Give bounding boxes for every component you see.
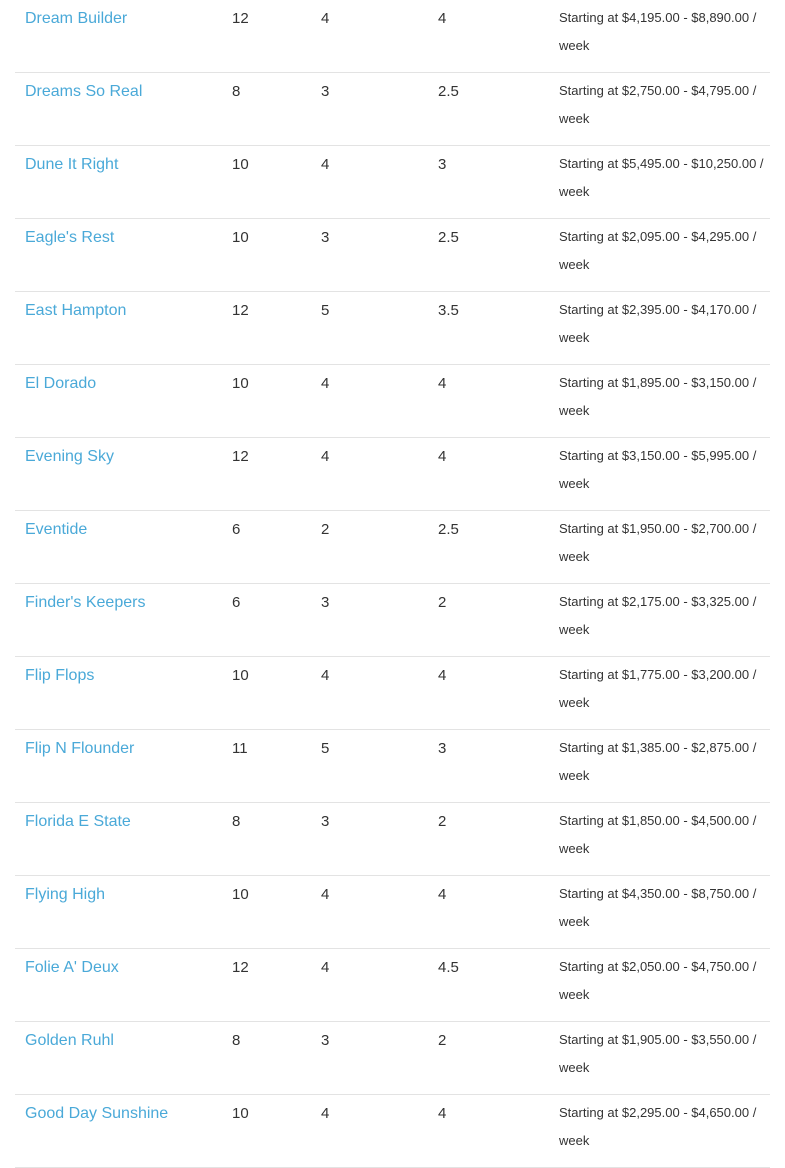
table-row xyxy=(15,949,770,1022)
rental-name-link[interactable]: Dune It Right xyxy=(25,156,119,173)
rate-value: Starting at $1,850.00 - $4,500.00 / week xyxy=(559,813,757,856)
rate-value: Starting at $3,150.00 - $5,995.00 / week xyxy=(559,448,757,491)
rental-name-link[interactable]: Golden Ruhl xyxy=(25,1032,114,1049)
bedrooms-value: 2 xyxy=(321,521,330,538)
table-row xyxy=(15,219,770,292)
sleeps-value: 10 xyxy=(232,156,249,173)
rate-value: Starting at $2,175.00 - $3,325.00 / week xyxy=(559,594,757,637)
rate-value: Starting at $1,775.00 - $3,200.00 / week xyxy=(559,667,757,710)
baths-value: 4 xyxy=(438,448,447,465)
sleeps-value: 12 xyxy=(232,10,249,27)
bedrooms-value: 3 xyxy=(321,594,330,611)
bedrooms-value: 4 xyxy=(321,10,330,27)
sleeps-value: 8 xyxy=(232,83,241,100)
table-row xyxy=(15,584,770,657)
sleeps-value: 12 xyxy=(232,448,249,465)
baths-value: 2.5 xyxy=(438,229,459,246)
rental-name-link[interactable]: Eventide xyxy=(25,521,88,538)
rental-name-link[interactable]: Flip Flops xyxy=(25,667,95,684)
rate-value: Starting at $5,495.00 - $10,250.00 / week xyxy=(559,156,764,199)
rate-value: Starting at $4,350.00 - $8,750.00 / week xyxy=(559,886,757,929)
bedrooms-value: 4 xyxy=(321,1105,330,1122)
bedrooms-value: 3 xyxy=(321,83,330,100)
baths-value: 3 xyxy=(438,740,447,757)
bedrooms-value: 4 xyxy=(321,375,330,392)
rate-value: Starting at $2,295.00 - $4,650.00 / week xyxy=(559,1105,757,1148)
rate-value: Starting at $2,750.00 - $4,795.00 / week xyxy=(559,83,757,126)
bedrooms-value: 4 xyxy=(321,959,330,976)
baths-value: 2 xyxy=(438,594,447,611)
sleeps-value: 6 xyxy=(232,594,241,611)
table-row xyxy=(15,365,770,438)
bedrooms-value: 4 xyxy=(321,156,330,173)
table-row xyxy=(15,511,770,584)
rental-name-link[interactable]: Flying High xyxy=(25,886,106,903)
rental-name-link[interactable]: Dream Builder xyxy=(25,10,128,27)
bedrooms-value: 3 xyxy=(321,1032,330,1049)
baths-value: 2.5 xyxy=(438,83,459,100)
baths-value: 4 xyxy=(438,10,447,27)
sleeps-value: 11 xyxy=(232,740,248,757)
rental-name-link[interactable]: Evening Sky xyxy=(25,448,114,465)
table-row xyxy=(15,0,770,73)
bedrooms-value: 4 xyxy=(321,448,330,465)
rental-name-link[interactable]: Eagle's Rest xyxy=(25,229,115,246)
table-row xyxy=(15,803,770,876)
baths-value: 4 xyxy=(438,375,447,392)
sleeps-value: 10 xyxy=(232,229,249,246)
rate-value: Starting at $2,095.00 - $4,295.00 / week xyxy=(559,229,757,272)
baths-value: 4.5 xyxy=(438,959,459,976)
bedrooms-value: 3 xyxy=(321,813,330,830)
rental-name-link[interactable]: Dreams So Real xyxy=(25,83,143,100)
sleeps-value: 8 xyxy=(232,813,241,830)
rate-value: Starting at $2,050.00 - $4,750.00 / week xyxy=(559,959,757,1002)
baths-value: 2.5 xyxy=(438,521,459,538)
baths-value: 2 xyxy=(438,813,447,830)
table-row xyxy=(15,438,770,511)
rental-name-link[interactable]: Flip N Flounder xyxy=(25,740,135,757)
sleeps-value: 12 xyxy=(232,302,249,319)
table-row xyxy=(15,292,770,365)
sleeps-value: 10 xyxy=(232,1105,249,1122)
baths-value: 3.5 xyxy=(438,302,459,319)
baths-value: 4 xyxy=(438,667,447,684)
table-row xyxy=(15,73,770,146)
baths-value: 4 xyxy=(438,886,447,903)
rate-value: Starting at $4,195.00 - $8,890.00 / week xyxy=(559,10,757,53)
rental-name-link[interactable]: Florida E State xyxy=(25,813,131,830)
sleeps-value: 6 xyxy=(232,521,241,538)
rate-value: Starting at $1,385.00 - $2,875.00 / week xyxy=(559,740,757,783)
table-row xyxy=(15,657,770,730)
sleeps-value: 12 xyxy=(232,959,249,976)
rentals-table xyxy=(15,0,770,1168)
table-row xyxy=(15,876,770,949)
table-row xyxy=(15,1095,770,1168)
baths-value: 4 xyxy=(438,1105,447,1122)
rental-name-link[interactable]: Folie A' Deux xyxy=(25,959,119,976)
sleeps-value: 8 xyxy=(232,1032,241,1049)
baths-value: 2 xyxy=(438,1032,447,1049)
sleeps-value: 10 xyxy=(232,886,249,903)
bedrooms-value: 5 xyxy=(321,302,330,319)
rate-value: Starting at $1,950.00 - $2,700.00 / week xyxy=(559,521,757,564)
rate-value: Starting at $1,905.00 - $3,550.00 / week xyxy=(559,1032,757,1075)
bedrooms-value: 4 xyxy=(321,886,330,903)
table-row xyxy=(15,146,770,219)
rental-name-link[interactable]: El Dorado xyxy=(25,375,97,392)
sleeps-value: 10 xyxy=(232,667,249,684)
bedrooms-value: 5 xyxy=(321,740,330,757)
rental-name-link[interactable]: Finder's Keepers xyxy=(25,594,146,611)
rate-value: Starting at $1,895.00 - $3,150.00 / week xyxy=(559,375,757,418)
baths-value: 3 xyxy=(438,156,447,173)
rental-name-link[interactable]: East Hampton xyxy=(25,302,127,319)
bedrooms-value: 4 xyxy=(321,667,330,684)
bedrooms-value: 3 xyxy=(321,229,330,246)
table-row xyxy=(15,1022,770,1095)
rental-name-link[interactable]: Good Day Sunshine xyxy=(25,1105,169,1122)
rate-value: Starting at $2,395.00 - $4,170.00 / week xyxy=(559,302,757,345)
sleeps-value: 10 xyxy=(232,375,249,392)
table-row xyxy=(15,730,770,803)
